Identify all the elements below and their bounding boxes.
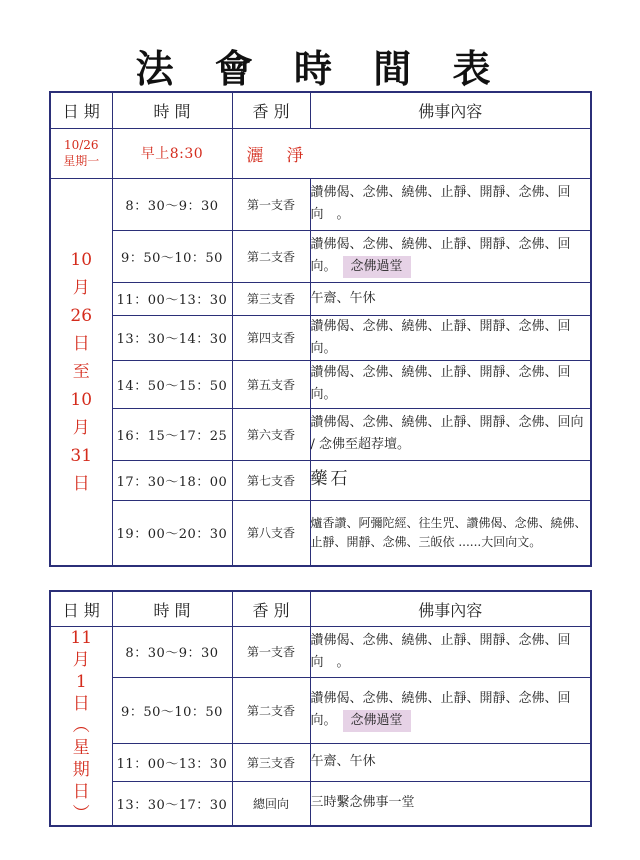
incense-cell: 第四支香 [232, 315, 310, 360]
content-text: 爐香讚、阿彌陀經、往生咒、讚佛偈、念佛、繞佛、止靜、開靜、念佛、三皈依 ......大回向文。 [310, 515, 587, 549]
content-text: 午齋、午休 [310, 754, 376, 770]
date-char: 26 [70, 305, 93, 326]
time-cell: 8：30～9：30 [112, 178, 232, 230]
date-range-vertical [51, 246, 112, 498]
incense-cell: 第六支香 [232, 408, 310, 460]
content-text: 讚佛偈、念佛、繞佛、止靜、開靜、念佛、回向。 [310, 318, 571, 356]
time-cell: 13：30～14：30 [112, 315, 232, 360]
time-cell: 16：15～17：25 [112, 408, 232, 460]
incense-cell: 第八支香 [232, 500, 310, 566]
content-cell [310, 315, 591, 360]
date-char: 1 [75, 672, 87, 692]
content-text: 三時繫念佛事一堂 [310, 795, 415, 811]
incense-cell: 第二支香 [232, 230, 310, 282]
first-date-line1: 10/26 [63, 138, 99, 152]
incense-cell: 第五支香 [232, 360, 310, 408]
date-char: 日 [72, 782, 90, 802]
date-cell [50, 627, 112, 827]
first-time: 早上8:30 [112, 128, 232, 178]
incense-cell: 第一支香 [232, 627, 310, 678]
date-char: 11 [70, 628, 93, 648]
time-cell: 9：50～10：50 [112, 230, 232, 282]
date-char: 月 [72, 277, 90, 298]
header-date: 日 期 [50, 591, 112, 627]
date-char: 星 [72, 738, 90, 758]
content-text: 讚佛偈、念佛、繞佛、止靜、開靜、念佛、回向。 [310, 365, 571, 402]
date-char: ︵ [72, 716, 90, 736]
content-text: 藥石 [310, 469, 351, 489]
first-date-cell [50, 128, 112, 178]
content-cell [310, 500, 591, 566]
content-cell [310, 408, 591, 460]
date-char: 日 [72, 694, 90, 714]
status-tag: 念佛過堂 [343, 256, 411, 278]
date-vertical [51, 627, 112, 825]
incense-cell: 第一支香 [232, 178, 310, 230]
time-cell: 9：50～10：50 [112, 677, 232, 743]
date-char: 日 [72, 333, 90, 354]
content-cell [310, 781, 591, 826]
date-char: 10 [70, 389, 93, 410]
content-text: 讚佛偈、念佛、繞佛、止靜、開靜、念佛、回向 。 [310, 185, 571, 222]
time-cell: 19：00～20：30 [112, 500, 232, 566]
status-tag: 念佛過堂 [343, 710, 411, 732]
content-cell [310, 360, 591, 408]
incense-cell: 第三支香 [232, 282, 310, 315]
date-char: 月 [72, 650, 90, 670]
content-cell [310, 743, 591, 781]
time-cell: 11：00～13：30 [112, 282, 232, 315]
first-content: 灑 淨 [232, 128, 591, 178]
date-char: 月 [72, 417, 90, 438]
content-text: 讚佛偈、念佛、繞佛、止靜、開靜、念佛、回向 / 念佛至超荐壇。 [310, 415, 584, 452]
header-incense: 香 別 [232, 92, 310, 128]
first-date-line2: 星期一 [63, 154, 100, 168]
page-title: 法 會 時 間 表 [135, 47, 505, 91]
content-cell [310, 627, 591, 678]
date-char: 日 [72, 473, 90, 494]
header-time: 時 間 [112, 92, 232, 128]
content-cell [310, 460, 591, 500]
content-text: 讚佛偈、念佛、繞佛、止靜、開靜、念佛、回向。 [310, 237, 571, 274]
header-content: 佛事內容 [310, 591, 591, 627]
date-char: 10 [70, 249, 93, 270]
schedule-table-2 [49, 590, 592, 827]
time-cell: 14：50～15：50 [112, 360, 232, 408]
schedule-table-1 [49, 91, 592, 567]
incense-cell: 總回向 [232, 781, 310, 826]
incense-cell: 第七支香 [232, 460, 310, 500]
content-text: 讚佛偈、念佛、繞佛、止靜、開靜、念佛、回向 。 [310, 632, 571, 670]
date-char: 期 [72, 760, 90, 780]
header-date: 日 期 [50, 92, 112, 128]
date-range-cell [50, 178, 112, 566]
content-cell [310, 230, 591, 282]
content-text: 讚佛偈、念佛、繞佛、止靜、開靜、念佛、回向。 [310, 691, 571, 729]
date-char: 至 [72, 361, 90, 382]
incense-cell: 第三支香 [232, 743, 310, 781]
date-char: 31 [70, 445, 93, 466]
content-text: 午齋、午休 [310, 290, 376, 306]
time-cell: 8：30～9：30 [112, 627, 232, 678]
time-cell: 11：00～13：30 [112, 743, 232, 781]
content-cell [310, 282, 591, 315]
incense-cell: 第二支香 [232, 677, 310, 743]
content-cell [310, 677, 591, 743]
header-incense: 香 別 [232, 591, 310, 627]
header-time: 時 間 [112, 591, 232, 627]
content-cell [310, 178, 591, 230]
header-content: 佛事內容 [310, 92, 591, 128]
time-cell: 17：30～18：00 [112, 460, 232, 500]
time-cell: 13：30～17：30 [112, 781, 232, 826]
date-char: ︶ [72, 804, 90, 824]
